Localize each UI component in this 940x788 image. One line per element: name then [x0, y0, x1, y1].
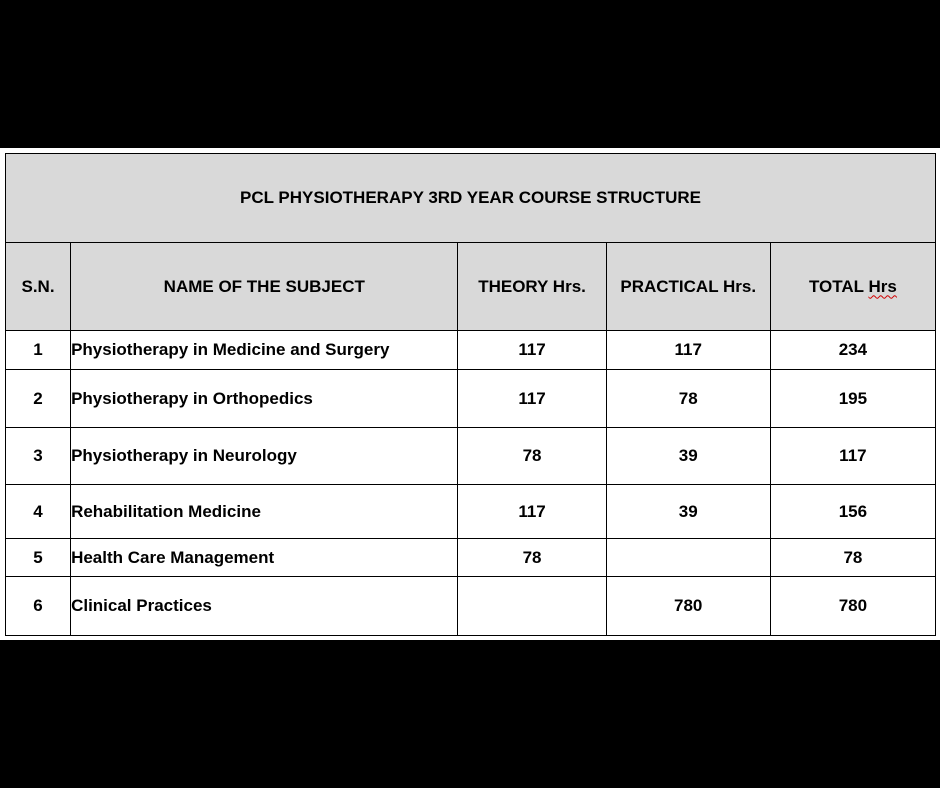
row-sn: 1 — [6, 331, 71, 370]
header-total-suffix: Hrs — [868, 276, 897, 296]
row-theory: 78 — [458, 428, 606, 485]
row-sn: 6 — [6, 577, 71, 636]
row-theory — [458, 577, 606, 636]
row-total: 234 — [770, 331, 935, 370]
row-subject: Physiotherapy in Medicine and Surgery — [71, 331, 458, 370]
row-sn: 3 — [6, 428, 71, 485]
row-subject: Health Care Management — [71, 539, 458, 577]
table-row — [6, 370, 936, 428]
row-sn: 2 — [6, 370, 71, 428]
header-theory: THEORY Hrs. — [458, 243, 606, 331]
row-subject: Physiotherapy in Orthopedics — [71, 370, 458, 428]
row-theory: 78 — [458, 539, 606, 577]
document-sheet — [0, 148, 940, 640]
row-subject: Physiotherapy in Neurology — [71, 428, 458, 485]
table-row — [6, 539, 936, 577]
header-row — [6, 243, 936, 331]
row-practical: 117 — [606, 331, 770, 370]
table-row — [6, 577, 936, 636]
row-total: 195 — [770, 370, 935, 428]
row-theory: 117 — [458, 331, 606, 370]
header-practical: PRACTICAL Hrs. — [606, 243, 770, 331]
row-practical: 78 — [606, 370, 770, 428]
header-total-prefix: TOTAL — [808, 276, 869, 296]
row-practical: 780 — [606, 577, 770, 636]
row-practical: 39 — [606, 428, 770, 485]
table-title: PCL PHYSIOTHERAPY 3RD YEAR COURSE STRUCTURE — [6, 154, 936, 243]
course-structure-table — [5, 153, 936, 636]
row-total: 780 — [770, 577, 935, 636]
row-theory: 117 — [458, 370, 606, 428]
row-sn: 5 — [6, 539, 71, 577]
row-total: 156 — [770, 485, 935, 539]
header-sn: S.N. — [6, 243, 71, 331]
table-row — [6, 485, 936, 539]
title-row — [6, 154, 936, 243]
table-row — [6, 428, 936, 485]
header-subject: NAME OF THE SUBJECT — [71, 243, 458, 331]
row-subject: Rehabilitation Medicine — [71, 485, 458, 539]
row-subject: Clinical Practices — [71, 577, 458, 636]
header-total — [770, 243, 935, 331]
row-theory: 117 — [458, 485, 606, 539]
row-total: 78 — [770, 539, 935, 577]
row-practical: 39 — [606, 485, 770, 539]
row-sn: 4 — [6, 485, 71, 539]
table-row — [6, 331, 936, 370]
row-total: 117 — [770, 428, 935, 485]
row-practical — [606, 539, 770, 577]
